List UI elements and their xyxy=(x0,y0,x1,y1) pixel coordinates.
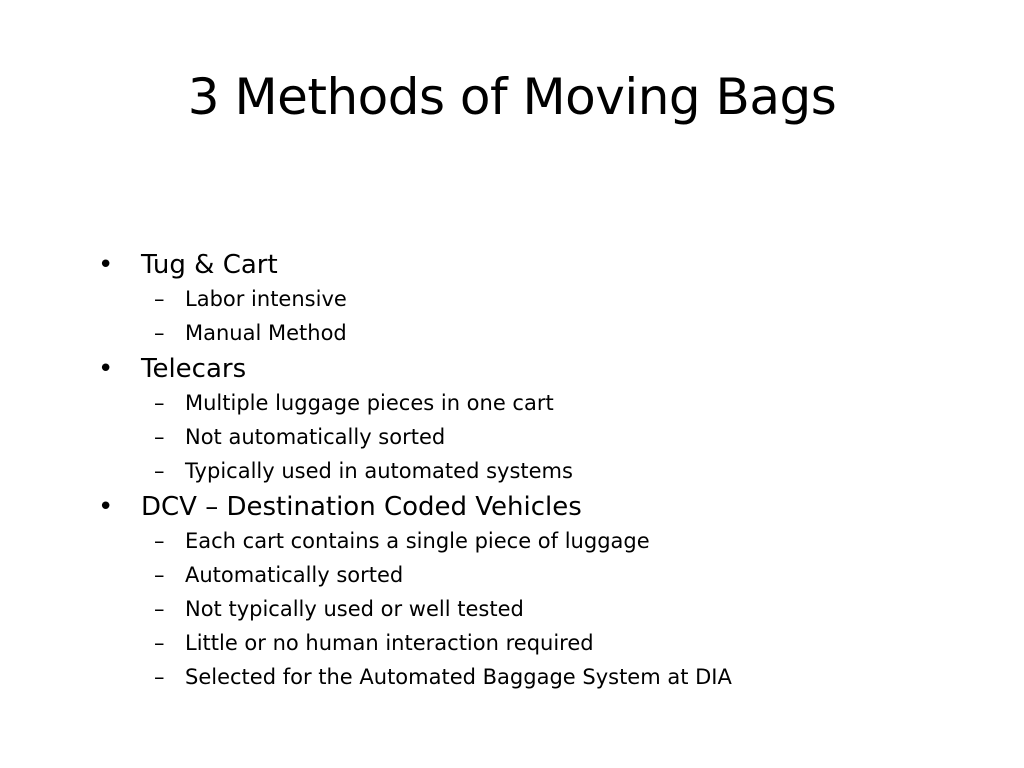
sub-bullet-text: Manual Method xyxy=(185,321,347,345)
dash-marker: – xyxy=(154,321,165,345)
sub-bullet-text: Selected for the Automated Baggage System at DIA xyxy=(185,665,732,689)
sub-bullet-text: Automatically sorted xyxy=(185,563,404,587)
bullet-item-tug-cart xyxy=(98,248,732,282)
sub-bullet-text: Little or no human interaction required xyxy=(185,631,594,655)
bullet-marker: • xyxy=(98,354,114,384)
bullet-marker: • xyxy=(98,250,114,280)
sub-bullet-item xyxy=(98,626,732,660)
dash-marker: – xyxy=(154,665,165,689)
bullet-list xyxy=(98,248,732,694)
dash-marker: – xyxy=(154,631,165,655)
sub-bullet-text: Typically used in automated systems xyxy=(185,459,573,483)
dash-marker: – xyxy=(154,563,165,587)
sub-bullet-text: Labor intensive xyxy=(185,287,347,311)
sub-bullet-item xyxy=(98,454,732,488)
slide-title: 3 Methods of Moving Bags xyxy=(187,68,837,126)
sub-bullet-item xyxy=(98,420,732,454)
sub-bullet-text: Not automatically sorted xyxy=(185,425,446,449)
dash-marker: – xyxy=(154,425,165,449)
sub-bullet-item xyxy=(98,660,732,694)
sub-bullet-item xyxy=(98,558,732,592)
sub-bullet-item xyxy=(98,524,732,558)
sub-bullet-item xyxy=(98,592,732,626)
bullet-text: DCV – Destination Coded Vehicles xyxy=(141,492,582,522)
sub-bullet-text: Each cart contains a single piece of luggage xyxy=(185,529,650,553)
dash-marker: – xyxy=(154,597,165,621)
sub-bullet-item xyxy=(98,386,732,420)
sub-bullet-text: Not typically used or well tested xyxy=(185,597,524,621)
sub-bullet-item xyxy=(98,282,732,316)
bullet-text: Telecars xyxy=(141,354,247,384)
dash-marker: – xyxy=(154,529,165,553)
dash-marker: – xyxy=(154,391,165,415)
sub-bullet-item xyxy=(98,316,732,350)
bullet-item-dcv xyxy=(98,490,732,524)
sub-bullet-text: Multiple luggage pieces in one cart xyxy=(185,391,554,415)
bullet-text: Tug & Cart xyxy=(141,250,278,280)
dash-marker: – xyxy=(154,287,165,311)
bullet-marker: • xyxy=(98,492,114,522)
dash-marker: – xyxy=(154,459,165,483)
bullet-item-telecars xyxy=(98,352,732,386)
